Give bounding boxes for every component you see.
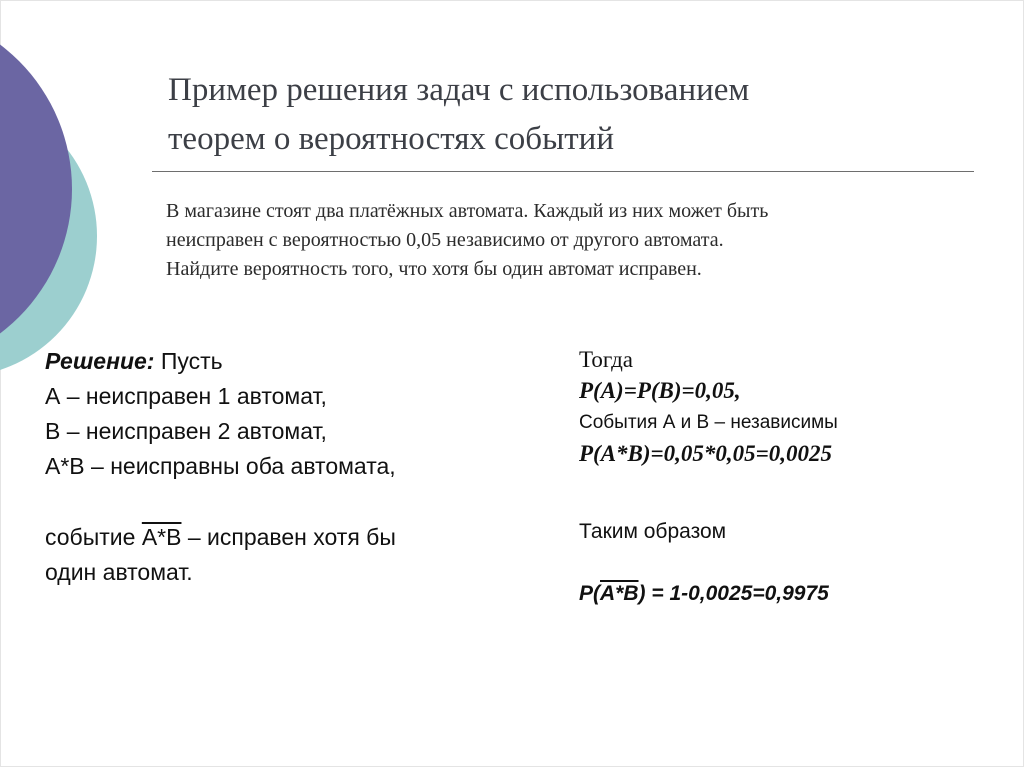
slide-title-line-1: Пример решения задач с использованием [168, 72, 750, 108]
event-line-2: один автомат. [45, 559, 193, 585]
event-symbol-complement: А*В [141, 524, 182, 550]
then-label: Тогда [579, 347, 634, 372]
title-divider [152, 171, 974, 172]
problem-line-1: В магазине стоят два платёжных автомата. Каждый из них может быть [166, 200, 769, 222]
final-suffix: ) = 1-0,0025=0,9975 [638, 582, 829, 605]
slide-title [168, 66, 988, 164]
spacer [45, 484, 565, 520]
event-line [45, 520, 565, 555]
solution-intro: Пусть [154, 348, 223, 374]
definition-ab: А*В – неисправны оба автомата, [45, 453, 396, 479]
equation-probabilities: P(A)=P(B)=0,05, [579, 378, 741, 403]
solution-heading: Решение: [45, 348, 155, 374]
independence-note: События А и В – независимы [579, 412, 838, 433]
definition-b: В – неисправен 2 автомат, [45, 418, 327, 444]
solution-heading-line [45, 344, 565, 379]
final-symbol-complement: А*В [600, 582, 639, 605]
problem-line-2: неисправен с вероятностью 0,05 независимо от другого автомата. [166, 229, 724, 251]
event-suffix: – исправен хотя бы [181, 524, 396, 550]
final-equation [579, 582, 829, 606]
solution-block [45, 344, 565, 590]
event-prefix: событие [45, 524, 142, 550]
slide-title-line-2: теорем о вероятностях событий [168, 121, 614, 157]
definition-a: А – неисправен 1 автомат, [45, 383, 327, 409]
equation-product: P(A*B)=0,05*0,05=0,0025 [579, 441, 833, 466]
thus-label: Таким образом [579, 520, 727, 543]
final-prefix: P( [579, 582, 600, 605]
problem-statement [166, 197, 996, 284]
problem-line-3: Найдите вероятность того, что хотя бы один автомат исправен. [166, 258, 702, 280]
